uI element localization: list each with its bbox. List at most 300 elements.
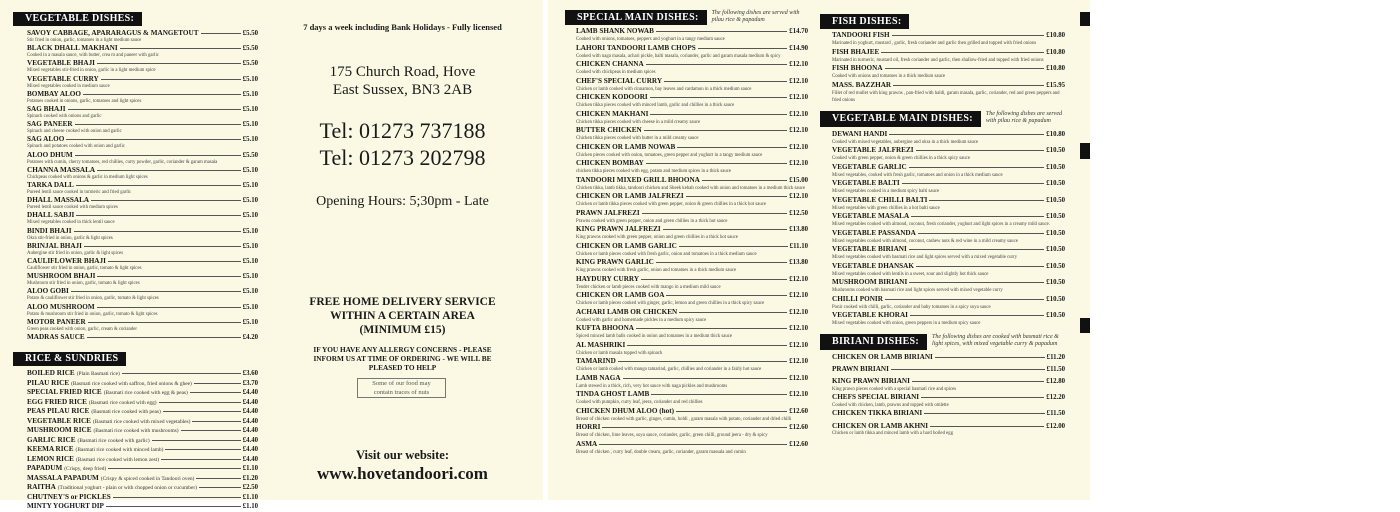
dotted-leader (912, 381, 1044, 382)
menu-item-row (27, 426, 258, 436)
menu-item (832, 163, 1065, 180)
menu-item-row (832, 365, 1065, 375)
item-name: PILAU RICE (27, 378, 70, 387)
dotted-leader (97, 63, 241, 64)
item-price: £5.10 (242, 318, 258, 326)
delivery-line-3: (MINIMUM £15) (359, 324, 446, 336)
menu-item-row (576, 291, 808, 300)
item-name: KING PRAWN JALFREZI (576, 225, 661, 233)
item-name: CAULIFLOWER BHAJI (27, 257, 106, 266)
dotted-leader (636, 328, 787, 329)
item-price: £14.90 (789, 44, 808, 52)
dotted-leader (74, 231, 241, 232)
item-price: £15.95 (1046, 81, 1065, 89)
menu-item-row (27, 436, 258, 446)
item-note: (Basmati rice cooked with egg & peas) (103, 390, 188, 397)
item-description: Chicken or lamb tikka and minced lamb with a hard boiled egg (832, 431, 954, 437)
dotted-leader (909, 282, 1044, 283)
item-price: £12.10 (789, 391, 808, 398)
menu-item (27, 257, 258, 272)
item-price: £4.40 (242, 436, 258, 444)
item-description: King prawn pieces cooked with a special basmati rice and spices (832, 386, 957, 392)
item-description: Spinach cooked with onions and garlic (27, 114, 102, 120)
item-description: Stir fried in onion, garlic, tomatoes in a light medium sauce (27, 38, 142, 43)
item-price: £12.10 (789, 275, 808, 283)
item-description: Mixed vegetables cooked in a medium spicy balti sauce (832, 189, 940, 194)
menu-item-row (27, 44, 258, 53)
item-price: £10.80 (1046, 130, 1065, 138)
item-description: Chicken or lamb pieces cooked with ginger, garlic, lemon and green chillies in a thick spicy sauce (576, 301, 765, 306)
item-price: £10.50 (1046, 180, 1065, 187)
menu-item-row (27, 318, 258, 327)
website-link[interactable]: www.hovetandoori.com (317, 464, 488, 483)
item-name: AL MASHRIKI (576, 340, 626, 349)
item-name: CHICKEN OR LAMB GOA (576, 291, 665, 299)
item-description: Pureed lentil sauce cooked with medium spices (27, 205, 118, 211)
menu-item-row (576, 159, 808, 168)
menu-item (832, 353, 1065, 365)
item-name: PEAS PILAU RICE (27, 407, 90, 416)
menu-item-row (832, 422, 1065, 432)
item-price: £10.50 (1046, 163, 1065, 171)
item-description: Chicken pieces cooked with onion, tomatoes, green pepper and yoghurt in a tangy medium sauce (576, 152, 763, 158)
item-note: (Crispy, deep fried) (64, 466, 107, 473)
item-description: Mushroom stir fried in onion, garlic, tomato & light spices (27, 281, 140, 287)
item-name: VEGETABLE MASALA (832, 212, 910, 220)
dotted-leader (702, 180, 787, 181)
item-price: £5.10 (242, 90, 258, 98)
item-description: Lamb stewed in a thick, rich, very hot sauce with naga pickles and mushrooms (576, 383, 728, 389)
item-name: BRINJAL BHAJI (27, 241, 82, 250)
menu-item (27, 166, 258, 181)
dotted-leader (196, 478, 240, 479)
menu-item-row (27, 369, 258, 379)
item-price: £15.00 (789, 176, 808, 184)
dotted-leader (889, 134, 1044, 135)
menu-item-row (27, 483, 258, 493)
menu-item (576, 110, 808, 127)
dotted-leader (194, 383, 241, 384)
dotted-leader (679, 312, 787, 313)
menu-item-row (576, 192, 808, 201)
item-price: £10.50 (1046, 312, 1065, 319)
item-description: Potatoes cooked in onions, garlic, tomatoes and light spices (27, 98, 142, 104)
dotted-leader (918, 233, 1044, 234)
dotted-leader (666, 295, 787, 296)
menu-item (27, 426, 258, 436)
item-price: £12.60 (789, 407, 808, 415)
item-price: £5.10 (242, 258, 258, 266)
menu-item-row (832, 130, 1065, 139)
item-price: £5.10 (242, 197, 258, 205)
vegmain-header-line (820, 111, 1065, 127)
menu-item-row (27, 493, 258, 503)
menu-item (832, 245, 1065, 262)
dotted-leader (892, 35, 1045, 36)
menu-item-row (832, 262, 1065, 271)
address-line-2: East Sussex, BN3 2AB (332, 82, 473, 98)
menu-item-row (27, 502, 258, 512)
menu-item-row (27, 242, 258, 251)
item-name: SAG ALOO (27, 135, 65, 144)
menu-item-row (576, 126, 808, 135)
item-price: £12.60 (789, 424, 808, 431)
item-price: £10.50 (1046, 295, 1065, 303)
menu-item (27, 44, 258, 59)
item-name: LAMB SHANK NOWAB (576, 27, 654, 35)
item-name: RAITHA (27, 483, 56, 492)
dotted-leader (646, 163, 787, 164)
special-menu-column (565, 10, 808, 456)
dotted-leader (152, 440, 241, 441)
item-price: £4.40 (242, 427, 258, 435)
item-description: Mixed vegetables cooked with almond, coconut, cashew nuts & red wine in a mild creamy sauce (832, 238, 1018, 244)
menu-item-row (832, 64, 1065, 73)
vegmain-note: The following dishes are served with pilau rice & papadum (985, 110, 1062, 124)
item-price: £5.10 (242, 212, 258, 220)
item-description: Mixed vegetables cooked with lentils in a sweet, sour and slightly hot thick sauce (832, 271, 989, 277)
item-name: CHICKEN CHANNA (576, 60, 644, 68)
menu-item-row (576, 209, 808, 218)
item-description: Cooked with mixed vegetables, aubergine and okra in a thick medium sauce (832, 139, 979, 145)
item-price: £3.70 (242, 379, 258, 387)
special-note: The following dishes are served with pilau rice & papadum (711, 10, 800, 23)
item-name: BUTTER CHICKEN (576, 126, 642, 134)
menu-item (27, 333, 258, 342)
menu-item (576, 423, 808, 440)
item-price: £12.10 (789, 110, 808, 118)
menu-item-row (576, 374, 808, 383)
item-description: Mixed vegetables stir-fried in onion, garlic in a light medium spice (27, 68, 156, 74)
menu-item-row (832, 81, 1065, 90)
menu-item-row (832, 278, 1065, 287)
item-note: (Crispy & spiced cooked in Tandoori oven) (100, 475, 195, 482)
menu-item-row (832, 295, 1065, 304)
dotted-leader (163, 411, 241, 412)
item-price: £5.50 (242, 151, 258, 159)
menu-item (576, 143, 808, 160)
menu-item-row (832, 311, 1065, 320)
menu-item (27, 483, 258, 493)
dotted-leader (83, 94, 241, 95)
menu-item (576, 341, 808, 358)
item-name: PRAWN JALFREZI (576, 208, 640, 217)
item-price: £11.20 (1046, 353, 1065, 361)
menu-item-row (27, 90, 258, 99)
menu-item (832, 409, 1065, 421)
item-name: LAHORI TANDOORI LAMB CHOPS (576, 43, 696, 52)
menu-item (832, 262, 1065, 279)
dotted-leader (677, 147, 787, 148)
menu-item (832, 311, 1065, 328)
item-price: £10.50 (1046, 246, 1065, 253)
opening-hours: Opening Hours: 5;30pm - Late (316, 194, 489, 209)
dotted-leader (120, 48, 241, 49)
item-description: Chicken or lamb cooked with mango tamarind, garlic, chillies and coriander in a fairly hot sauce (576, 367, 762, 372)
item-name: DHALL MASSALA (27, 196, 90, 205)
menu-item-row (576, 143, 808, 152)
allergy-line-3: PLEASED TO HELP (368, 363, 437, 372)
menu-item-row (27, 196, 258, 205)
dotted-leader (75, 155, 241, 156)
menu-item-row (27, 227, 258, 236)
menu-item-row (832, 409, 1065, 419)
menu-item (832, 196, 1065, 213)
item-name: KING PRAWN BIRIANI (832, 377, 910, 386)
menu-item-row (576, 242, 808, 251)
menu-item (576, 308, 808, 325)
dotted-leader (122, 373, 241, 374)
dotted-leader (192, 421, 240, 422)
item-description: Fillet of red mullet with king prawns , pan-fried with haldi, garam masala, garlic, coriander, red and green peppers and fried onions (832, 90, 1060, 103)
item-note: (Basmati rice cooked with garlic) (77, 437, 150, 444)
item-description: Prawns cooked with green pepper, onion and green chillies in a thick hot sauce (576, 218, 728, 224)
menu-item-row (27, 417, 258, 427)
item-name: CHICKEN OR LAMB BIRIANI (832, 352, 933, 361)
menu-item (832, 179, 1065, 196)
menu-item-row (27, 135, 258, 144)
menu-item (27, 135, 258, 150)
section-special (576, 27, 808, 456)
menu-item-row (27, 398, 258, 408)
biriani-note: The following dishes are cooked with basmati rice & light spices, with mixed vegetable curry & papadum (932, 333, 1059, 347)
item-name: PAPADUM (27, 464, 63, 473)
item-name: HAYDURY CURRY (576, 274, 640, 283)
menu-item (576, 209, 808, 226)
menu-item-row (832, 163, 1065, 172)
menu-item-row (27, 211, 258, 220)
menu-item-row (832, 377, 1065, 387)
item-name: CHEF'S SPECIAL CURRY (576, 76, 663, 85)
menu-item-row (576, 77, 808, 86)
item-name: ACHARI LAMB OR CHICKEN (576, 307, 678, 316)
menu-item (27, 151, 258, 166)
item-price: £10.80 (1046, 32, 1065, 39)
dotted-leader (97, 276, 240, 277)
item-name: ALOO GOBI (27, 287, 69, 296)
item-description: Breast of chicken cooked with garlic, ginger, cumin, holdi , garam masala with potato, coriander and dried chilli (576, 416, 792, 422)
menu-item-row (576, 275, 808, 284)
left-menu-column (13, 8, 258, 512)
item-name: ALOO DHUM (27, 150, 73, 159)
item-price: £12.50 (789, 209, 808, 217)
dotted-leader (627, 345, 787, 346)
allergy-line-1: IF YOU HAVE ANY ALLERGY CONCERNS - PLEASE (313, 345, 492, 354)
menu-item-row (27, 272, 258, 281)
dotted-leader (902, 183, 1045, 184)
item-description: Mixed vegetables, cooked with fresh garlic, tomatoes and onion in a thick medium sauce (832, 172, 1003, 178)
menu-item (576, 390, 808, 407)
allergy-line-2: INFORM US AT TIME OF ORDERING - WE WILL BE (313, 354, 492, 363)
item-name: VEGETABLE PASSANDA (832, 228, 916, 237)
menu-item (27, 29, 258, 44)
menu-item (576, 357, 808, 374)
item-price: £12.10 (789, 325, 808, 332)
item-price: £10.50 (1046, 229, 1065, 237)
next-column-header-fragment (1080, 318, 1090, 333)
menu-item-row (27, 388, 258, 398)
item-price: £10.50 (1046, 196, 1065, 204)
menu-item (27, 474, 258, 484)
dotted-leader (84, 246, 241, 247)
item-price: £5.10 (242, 227, 258, 235)
menu-item (832, 212, 1065, 229)
item-description: Cooked with green pepper, onion & green chillies in a thick spicy sauce (832, 156, 970, 161)
item-description: Mixed vegetables cooked in thick lentil sauce (27, 220, 115, 226)
menu-item-row (27, 407, 258, 417)
item-description: Spinach and potatoes cooked with onion and garlic (27, 144, 125, 150)
section-header-fish: FISH DISHES: (820, 14, 909, 29)
dotted-leader (76, 215, 240, 216)
item-name: FISH BHAJEE (832, 47, 880, 56)
item-description: Chicken tikka, lamb tikka, tandoori chicken and Sheek kebab cooked with onion and tomatoes in a medium thick sauce (576, 185, 806, 191)
item-price: £12.10 (789, 127, 808, 134)
dotted-leader (663, 229, 788, 230)
dotted-leader (921, 397, 1044, 398)
dotted-leader (885, 299, 1044, 300)
menu-item-row (27, 303, 258, 312)
item-description: Okra stir-fried in onion, garlic & light spices (27, 235, 113, 241)
dotted-leader (106, 506, 241, 507)
dotted-leader (909, 249, 1045, 250)
item-description: Cooked with onions, tomatoes, peppers and yoghurt in a tangy medium sauce (576, 37, 725, 42)
item-price: £12.10 (789, 143, 808, 151)
item-price: £5.10 (242, 288, 258, 296)
menu-item (27, 493, 258, 503)
menu-item (576, 324, 808, 341)
item-name: CHANNA MASSALA (27, 165, 96, 174)
item-description: Mixed vegetables cooked with basmati rice and light spices served with a mixed vegetable curry (832, 255, 1018, 260)
delivery-line-2: WITHIN A CERTAIN AREA (330, 310, 475, 322)
item-name: SAG BHAJI (27, 105, 66, 114)
item-name: CHEFS SPECIAL BIRIANI (832, 393, 920, 402)
item-description: Chicken tikka pieces cooked with minced lamb, garlic and chillies in a thick sauce (576, 103, 735, 108)
dotted-leader (113, 497, 241, 498)
delivery-line-1: FREE HOME DELIVERY SERVICE (309, 296, 496, 308)
menu-item-row (832, 179, 1065, 188)
menu-item (832, 81, 1065, 105)
item-price: £12.10 (789, 341, 808, 349)
item-name: CHICKEN BOMBAY (576, 159, 644, 167)
item-name: HORRI (576, 423, 601, 431)
menu-item (27, 318, 258, 333)
menu-item (576, 374, 808, 391)
dotted-leader (599, 444, 787, 445)
item-description: Mixed vegetables cooked in medium sauce (27, 83, 110, 89)
menu-item-row (832, 353, 1065, 363)
dotted-leader (893, 85, 1044, 86)
item-price: £12.10 (789, 374, 808, 382)
dotted-leader (891, 369, 1045, 370)
item-note: (Basmati rice cooked with mixed vegetables) (92, 418, 191, 425)
item-name: LEMON RICE (27, 454, 74, 463)
item-name: KUFTA BHOONA (576, 324, 634, 332)
dotted-leader (924, 413, 1045, 414)
menu-item-row (27, 59, 258, 68)
item-price: £4.20 (242, 334, 258, 342)
item-description: Marinated in yoghurt, mustard , garlic, fresh coriander and garlic then grilled and topped with fried onions (832, 41, 1037, 46)
dotted-leader (642, 213, 788, 214)
menu-item-row (576, 93, 808, 102)
menu-item (832, 146, 1065, 163)
item-name: FISH BHOONA (832, 64, 883, 72)
item-note: (Basmati rice cooked with lemon zest) (75, 456, 160, 463)
item-price: £12.10 (789, 292, 808, 299)
dotted-leader (916, 266, 1044, 267)
dotted-leader (161, 459, 241, 460)
dotted-leader (87, 337, 241, 338)
item-price: £12.10 (789, 61, 808, 68)
item-description: Mushrooms cooked with basmati rice and light spices served with mixed vegetable curry (832, 288, 1003, 293)
item-name: CHICKEN OR LAMB AKHNI (832, 421, 929, 430)
item-name: TAMARIND (576, 357, 616, 365)
item-name: BOILED RICE (27, 369, 75, 378)
item-price: £1.20 (242, 474, 258, 482)
item-name: VEGETABLE BIRIANI (832, 245, 907, 253)
item-description: King prawns cooked with green pepper, onion and green chillies in a thick hot sauce (576, 235, 738, 240)
dotted-leader (75, 124, 241, 125)
menu-item (832, 365, 1065, 377)
item-name: VEGETABLE BHAJI (27, 59, 95, 68)
menu-item (576, 126, 808, 143)
menu-item (832, 393, 1065, 409)
menu-item (27, 105, 258, 120)
dotted-leader (159, 402, 241, 403)
item-description: Mixed vegetables with green chillies in a hot balti sauce (832, 205, 940, 211)
menu-item (27, 417, 258, 427)
menu-item-row (832, 146, 1065, 155)
item-name: TINDA GHOST LAMB (576, 390, 650, 398)
item-description: Chickpeas cooked with onions & garlic in medium light spices (27, 174, 148, 180)
dotted-leader (199, 487, 241, 488)
menu-item-row (576, 258, 808, 267)
item-price: £5.10 (242, 273, 258, 281)
menu-item (576, 60, 808, 77)
menu-item (27, 287, 258, 302)
dotted-leader (97, 170, 241, 171)
menu-item (27, 369, 258, 379)
item-name: DHALL SABJI (27, 211, 75, 220)
item-price: £4.40 (242, 417, 258, 425)
menu-item-row (27, 181, 258, 190)
item-price: £14.70 (789, 28, 808, 35)
menu-item (27, 211, 258, 226)
menu-item (832, 31, 1065, 48)
menu-item (27, 502, 258, 512)
menu-item (832, 229, 1065, 246)
menu-item (576, 242, 808, 259)
dotted-leader (646, 64, 788, 65)
menu-item-row (832, 212, 1065, 221)
tagline: 7 days a week including Bank Holidays - Fully licensed (303, 22, 502, 32)
dotted-leader (181, 430, 241, 431)
item-name: PRAWN BIRIANI (832, 364, 889, 373)
item-price: £5.50 (242, 45, 258, 53)
menu-item (576, 407, 808, 424)
item-description: Cooked with garlic and homemade pickles in a medium spicy sauce (576, 317, 707, 323)
item-description: Chicken or lamb masala topped with spinach (576, 350, 663, 356)
item-name: BOMBAY ALOO (27, 89, 81, 98)
nuts-warning-line-1: Some of our food may (372, 380, 431, 387)
menu-item-row (27, 166, 258, 175)
menu-item-row (27, 464, 258, 474)
item-description: Cooked with naga masala, achari pickle, balti masala, coriander, garlic and garam masala medium & spicy (576, 53, 781, 59)
dotted-leader (664, 81, 787, 82)
item-name: VEGETABLE KHORAI (832, 311, 908, 319)
menu-item (832, 48, 1065, 65)
item-price: £5.10 (242, 303, 258, 311)
visit-website-label: Visit our website: (355, 448, 450, 462)
